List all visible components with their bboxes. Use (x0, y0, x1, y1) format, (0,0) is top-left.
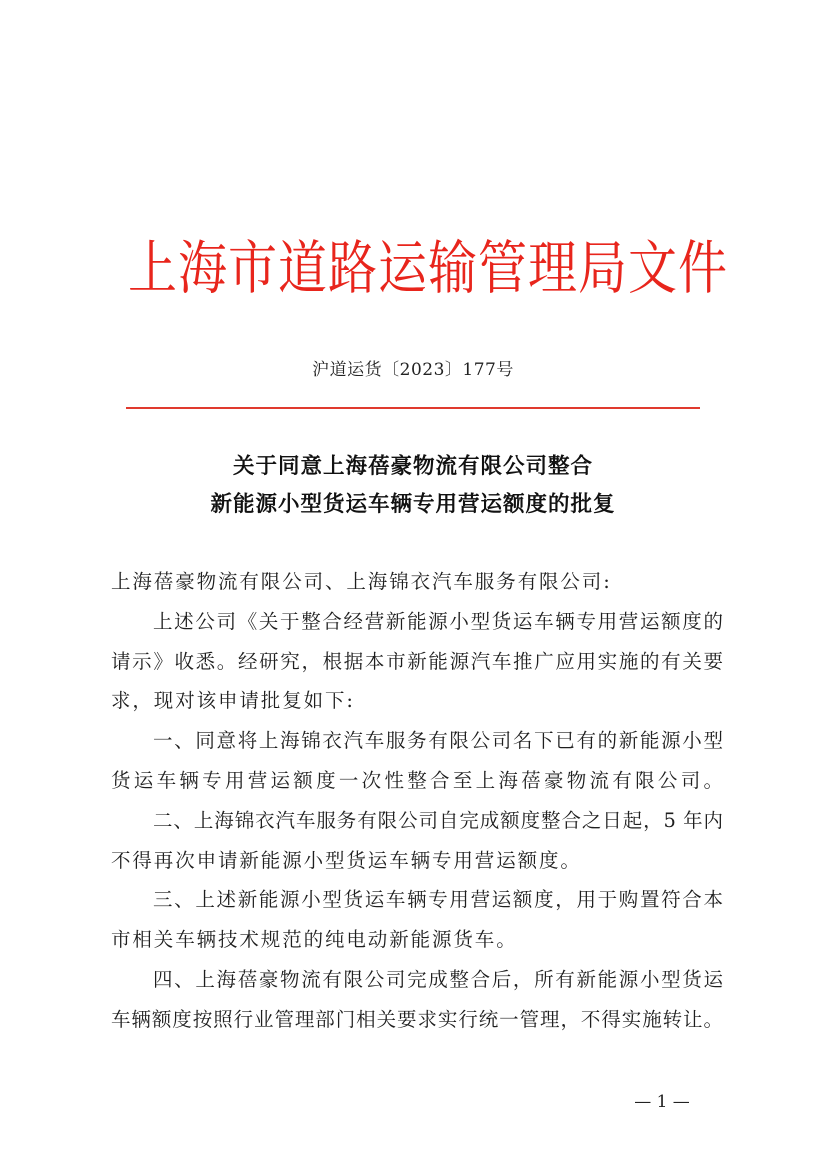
body-line: 求，现对该申请批复如下: (111, 689, 355, 713)
item-2-line: 不得再次申请新能源小型货运车辆专用营运额度。 (111, 848, 582, 872)
item-3-line: 市相关车辆技术规范的纯电动新能源货车。 (111, 928, 518, 952)
page-number: — 1 — (634, 1092, 690, 1112)
body-line: 请示》收悉。经研究，根据本市新能源汽车推广应用实施的有关要 (111, 649, 723, 673)
subject-line-2: 新能源小型货运车辆专用营运额度的批复 (210, 492, 616, 517)
issuing-authority-masthead: 上海市道路运输管理局文件 (128, 235, 729, 303)
item-1-line: 一、同意将上海锦衣汽车服务有限公司名下已有的新能源小型 (153, 729, 723, 753)
item-4-line: 四、上海蓓豪物流有限公司完成整合后，所有新能源小型货运 (153, 967, 723, 991)
document-number: 沪道运货〔2023〕177号 (312, 360, 514, 380)
item-1-line: 货运车辆专用营运额度一次性整合至上海蓓豪物流有限公司。 (111, 768, 723, 792)
item-4-line: 车辆额度按照行业管理部门相关要求实行统一管理，不得实施转让。 (111, 1007, 723, 1031)
document-body (111, 562, 723, 1040)
item-2-line: 二、上海锦衣汽车服务有限公司自完成额度整合之日起，5 年内 (153, 808, 723, 832)
body-line: 上述公司《关于整合经营新能源小型货运车辆专用营运额度的 (153, 609, 723, 633)
item-3-line: 三、上述新能源小型货运车辆专用营运额度，用于购置符合本 (153, 888, 723, 912)
document-subject-title (0, 448, 826, 524)
addressee-line: 上海蓓豪物流有限公司、上海锦衣汽车服务有限公司: (111, 570, 612, 593)
subject-line-1: 关于同意上海蓓豪物流有限公司整合 (232, 454, 593, 479)
red-separator-line (126, 407, 700, 409)
